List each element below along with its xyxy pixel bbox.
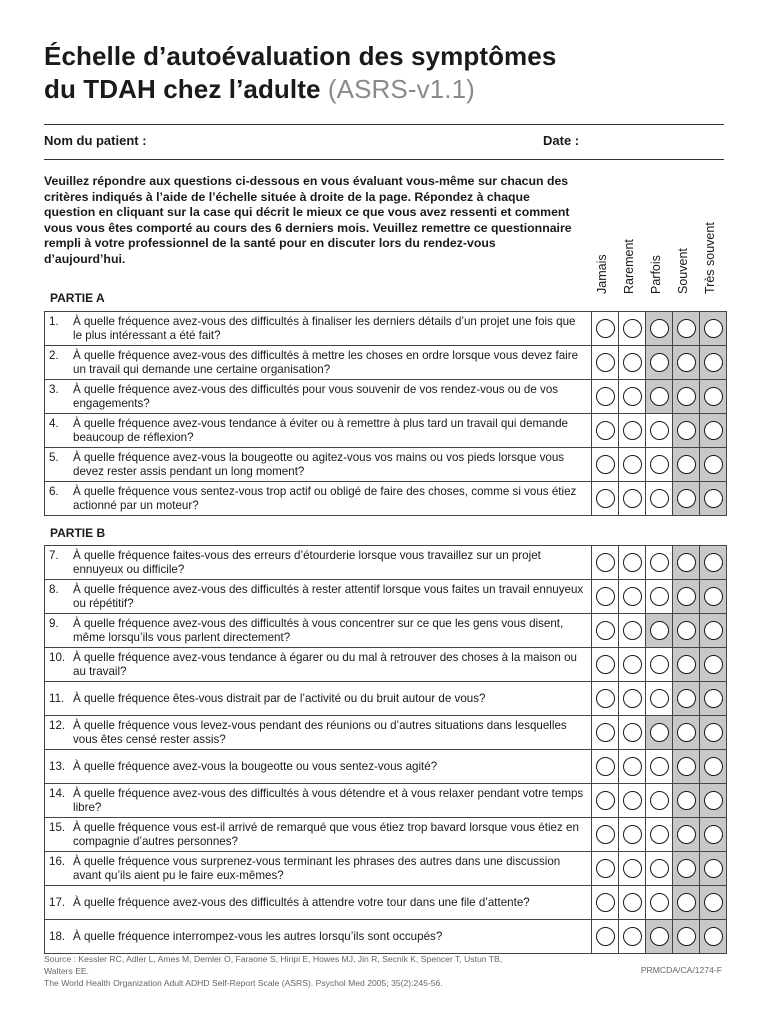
answer-cell [619,580,646,614]
question-cell [45,920,592,954]
answer-radio[interactable] [677,455,696,474]
question-cell [45,614,592,648]
answer-radio[interactable] [596,455,615,474]
answer-radio[interactable] [650,353,669,372]
document-code: PRMCDA/CA/1274-F [640,965,722,975]
answer-radio[interactable] [650,859,669,878]
answer-radio[interactable] [623,455,642,474]
answer-radio[interactable] [596,655,615,674]
question-number: 7. [49,549,59,563]
answer-radio[interactable] [677,621,696,640]
frequency-header [615,212,642,308]
answer-radio[interactable] [677,927,696,946]
answer-cell [619,682,646,716]
answer-cell [619,886,646,920]
question-number: 16. [49,855,66,869]
answer-radio[interactable] [596,723,615,742]
question-number: 1. [49,315,59,329]
answer-radio[interactable] [596,689,615,708]
question-text: À quelle fréquence faites-vous des erreurs d’étourderie lorsque vous travaillez sur un projet ennuyeux ou difficile? [73,549,541,576]
question-row [45,448,727,482]
answer-cell [619,750,646,784]
answer-cell [619,380,646,414]
answer-radio[interactable] [704,421,723,440]
answer-radio[interactable] [677,353,696,372]
answer-cell [700,852,727,886]
answer-cell [592,414,619,448]
answer-radio[interactable] [704,621,723,640]
question-text: À quelle fréquence avez-vous des difficultés pour vous souvenir de vos rendez-vous ou de vos engagements? [73,383,559,410]
answer-radio[interactable] [623,723,642,742]
question-text: À quelle fréquence avez-vous des difficultés à rester attentif lorsque vous faites un travail ennuyeux ou répétitif? [73,583,584,610]
answer-cell [592,682,619,716]
answer-cell [700,448,727,482]
question-text: À quelle fréquence vous est-il arrivé de remarqué que vous étiez trop bavard lorsque vous étiez en compagnie d’autres personnes? [73,821,579,848]
answer-cell [592,648,619,682]
question-number: 17. [49,895,66,909]
answer-radio[interactable] [623,353,642,372]
answer-cell [673,750,700,784]
question-text: À quelle fréquence vous levez-vous pendant des réunions ou d’autres situations dans lesquelles vous êtes censé rester assis? [73,719,567,746]
answer-radio[interactable] [704,587,723,606]
answer-cell [700,346,727,380]
answer-radio[interactable] [596,757,615,776]
answer-cell [592,750,619,784]
answer-radio[interactable] [677,791,696,810]
frequency-header [642,212,669,308]
answer-cell [673,380,700,414]
answer-cell [619,920,646,954]
answer-radio[interactable] [677,489,696,508]
answer-cell [592,380,619,414]
title-version: (ASRS-v1.1) [327,74,475,104]
answer-radio[interactable] [704,553,723,572]
question-text: À quelle fréquence avez-vous la bougeotte ou agitez-vous vos mains ou vos pieds lorsque vous devez rester assis pendant un long moment? [73,451,565,478]
question-row [45,312,727,346]
answer-cell [673,852,700,886]
question-number: 3. [49,383,59,397]
frequency-header [588,212,615,308]
question-row [45,580,727,614]
answer-radio[interactable] [650,757,669,776]
answer-cell [646,546,673,580]
question-cell [45,750,592,784]
answer-cell [619,312,646,346]
answer-radio[interactable] [650,319,669,338]
answer-radio[interactable] [650,893,669,912]
answer-cell [673,482,700,516]
answer-radio[interactable] [704,893,723,912]
answer-cell [700,380,727,414]
question-cell [45,414,592,448]
part-b-label: PARTIE B [50,526,106,540]
frequency-header-label: Jamais [594,254,609,294]
answer-radio[interactable] [623,587,642,606]
answer-cell [646,920,673,954]
question-text: À quelle fréquence avez-vous tendance à égarer ou du mal à retrouver des choses à la maison ou au travail? [73,651,577,678]
answer-radio[interactable] [623,757,642,776]
answer-cell [673,614,700,648]
answer-radio[interactable] [677,689,696,708]
answer-radio[interactable] [650,455,669,474]
answer-radio[interactable] [704,791,723,810]
answer-radio[interactable] [704,387,723,406]
question-cell [45,580,592,614]
question-cell [45,648,592,682]
answer-cell [592,852,619,886]
question-cell [45,784,592,818]
answer-radio[interactable] [623,927,642,946]
part-a-label: PARTIE A [50,291,105,305]
answer-cell [646,312,673,346]
question-number: 9. [49,617,59,631]
answer-cell [592,312,619,346]
answer-radio[interactable] [704,455,723,474]
answer-radio[interactable] [650,387,669,406]
answer-cell [592,614,619,648]
answer-radio[interactable] [596,621,615,640]
answer-radio[interactable] [596,353,615,372]
frequency-header-label: Parfois [648,255,663,294]
source-citation [44,953,524,989]
question-text: À quelle fréquence vous sentez-vous trop actif ou obligé de faire des choses, comme si vous étiez actionné par un moteur? [73,485,577,512]
question-text: À quelle fréquence vous surprenez-vous terminant les phrases des autres dans une discussion avant qu’ils aient pu le faire eux-mêmes? [73,855,561,882]
question-row [45,784,727,818]
answer-radio[interactable] [677,421,696,440]
question-number: 6. [49,485,59,499]
answer-cell [619,716,646,750]
question-row [45,750,727,784]
answer-cell [592,784,619,818]
answer-cell [673,682,700,716]
answer-radio[interactable] [650,927,669,946]
answer-cell [619,784,646,818]
answer-radio[interactable] [596,319,615,338]
answer-cell [592,546,619,580]
part-a-table [44,311,727,516]
answer-radio[interactable] [677,655,696,674]
answer-radio[interactable] [677,587,696,606]
answer-cell [646,818,673,852]
question-cell [45,716,592,750]
answer-cell [592,886,619,920]
date-label: Date : [543,133,580,148]
answer-radio[interactable] [596,587,615,606]
question-text: À quelle fréquence êtes-vous distrait par de l’activité ou du bruit autour de vous? [73,691,486,705]
answer-radio[interactable] [623,655,642,674]
answer-radio[interactable] [704,353,723,372]
answer-cell [592,920,619,954]
answer-cell [592,448,619,482]
answer-cell [700,482,727,516]
answer-radio[interactable] [704,825,723,844]
answer-radio[interactable] [623,791,642,810]
answer-radio[interactable] [677,893,696,912]
question-cell [45,818,592,852]
question-row [45,546,727,580]
answer-radio[interactable] [704,319,723,338]
answer-cell [619,346,646,380]
answer-radio[interactable] [677,319,696,338]
frequency-header [669,212,696,308]
question-number: 13. [49,759,66,773]
part-b-table [44,545,727,954]
answer-cell [646,380,673,414]
answer-radio[interactable] [596,927,615,946]
answer-cell [592,818,619,852]
answer-radio[interactable] [704,859,723,878]
question-cell [45,482,592,516]
answer-radio[interactable] [704,655,723,674]
answer-cell [673,414,700,448]
question-cell [45,886,592,920]
instructions-text: Veuillez répondre aux questions ci-dessous en vous évaluant vous-même sur chacun des critères indiqués à l’aide de l’échelle située à droite de la page. Répondez à chaque question en cliquant sur la case qui décrit le mieux ce que vous avez ressenti et comment vous vous êtes comporté au cours des 6 derniers mois. Veuillez remettre ce questionnaire rempli à votre professionnel de la santé pour en discuter lors du rendez-vous d’aujourd’hui. [44,174,572,266]
answer-radio[interactable] [623,489,642,508]
answer-cell [673,546,700,580]
question-number: 10. [49,651,66,665]
answer-cell [673,920,700,954]
question-cell [45,346,592,380]
answer-radio[interactable] [677,553,696,572]
question-text: À quelle fréquence avez-vous des difficultés à finaliser les derniers détails d’un projet une fois que le plus intéressant a été fait? [73,315,576,342]
answer-cell [700,784,727,818]
answer-cell [700,648,727,682]
question-number: 5. [49,451,59,465]
source-line-1: Source : Kessler RC, Adler L, Ames M, Demler O, Faraone S, Hiripi E, Howes MJ, Jin R, Secnik K, Spencer T, Ustun TB, Walters EE. [44,954,503,976]
answer-cell [646,682,673,716]
frequency-header-label: Rarement [621,239,636,294]
answer-cell [673,580,700,614]
title-main-text: du TDAH chez l’adulte [44,74,321,104]
answer-radio[interactable] [623,387,642,406]
answer-radio[interactable] [650,723,669,742]
question-cell [45,448,592,482]
answer-cell [646,580,673,614]
answer-radio[interactable] [596,893,615,912]
answer-cell [700,580,727,614]
answer-cell [673,784,700,818]
answer-cell [619,614,646,648]
answer-radio[interactable] [650,825,669,844]
answer-cell [646,448,673,482]
question-row [45,482,727,516]
question-number: 2. [49,349,59,363]
answer-cell [592,346,619,380]
answer-cell [646,614,673,648]
answer-radio[interactable] [623,893,642,912]
answer-cell [700,414,727,448]
answer-radio[interactable] [677,757,696,776]
answer-cell [673,448,700,482]
answer-cell [619,546,646,580]
answer-radio[interactable] [650,621,669,640]
question-row [45,682,727,716]
answer-cell [673,312,700,346]
answer-radio[interactable] [623,553,642,572]
answer-radio[interactable] [650,421,669,440]
question-row [45,346,727,380]
answer-radio[interactable] [623,421,642,440]
answer-radio[interactable] [704,757,723,776]
answer-radio[interactable] [704,723,723,742]
answer-cell [619,852,646,886]
source-line-2: The World Health Organization Adult ADHD Self-Report Scale (ASRS). Psychol Med 2005; 35(2):245-56. [44,978,443,988]
answer-cell [619,482,646,516]
answer-cell [700,614,727,648]
question-number: 18. [49,929,66,943]
answer-radio[interactable] [650,489,669,508]
answer-cell [700,886,727,920]
answer-cell [646,482,673,516]
answer-cell [700,818,727,852]
answer-cell [700,312,727,346]
question-number: 8. [49,583,59,597]
answer-radio[interactable] [596,553,615,572]
question-number: 15. [49,821,66,835]
question-text: À quelle fréquence avez-vous tendance à éviter ou à remettre à plus tard un travail qui demande beaucoup de réflexion? [73,417,568,444]
question-cell [45,852,592,886]
question-row [45,414,727,448]
answer-radio[interactable] [704,489,723,508]
answer-radio[interactable] [677,723,696,742]
answer-cell [700,716,727,750]
answer-cell [619,448,646,482]
question-row [45,648,727,682]
question-number: 12. [49,719,66,733]
answer-radio[interactable] [650,553,669,572]
question-row [45,852,727,886]
answer-cell [619,414,646,448]
answer-radio[interactable] [650,689,669,708]
answer-radio[interactable] [650,655,669,674]
answer-cell [673,886,700,920]
answer-cell [646,414,673,448]
question-cell [45,682,592,716]
question-text: À quelle fréquence avez-vous des difficultés à vous détendre et à vous relaxer pendant votre temps libre? [73,787,584,814]
page-title [44,40,734,106]
question-number: 14. [49,787,66,801]
fields-divider [44,159,724,160]
question-number: 4. [49,417,59,431]
patient-name-label: Nom du patient : [44,133,147,148]
answer-radio[interactable] [650,587,669,606]
question-row [45,920,727,954]
answer-radio[interactable] [650,791,669,810]
answer-cell [700,546,727,580]
answer-radio[interactable] [677,387,696,406]
answer-radio[interactable] [623,825,642,844]
question-row [45,614,727,648]
answer-cell [673,648,700,682]
answer-radio[interactable] [677,825,696,844]
answer-radio[interactable] [704,927,723,946]
answer-radio[interactable] [596,791,615,810]
question-text: À quelle fréquence avez-vous des difficultés à vous concentrer sur ce que les gens vous disent, même lorsqu’ils vous parlent directement? [73,617,564,644]
answer-cell [619,818,646,852]
answer-radio[interactable] [596,859,615,878]
question-cell [45,380,592,414]
answer-radio[interactable] [596,421,615,440]
answer-radio[interactable] [704,689,723,708]
question-text: À quelle fréquence avez-vous la bougeotte ou vous sentez-vous agité? [73,759,438,773]
frequency-header-label: Très souvent [702,222,717,294]
answer-radio[interactable] [623,319,642,338]
answer-cell [592,580,619,614]
answer-cell [673,346,700,380]
answer-cell [619,648,646,682]
question-row [45,716,727,750]
answer-cell [592,716,619,750]
answer-cell [673,716,700,750]
title-line-2 [44,73,734,106]
question-row [45,380,727,414]
question-text: À quelle fréquence avez-vous des difficultés à mettre les choses en ordre lorsque vous devez faire un travail qui demande une certaine organisation? [73,349,579,376]
answer-radio[interactable] [596,825,615,844]
question-cell [45,546,592,580]
answer-cell [673,818,700,852]
answer-radio[interactable] [623,689,642,708]
answer-radio[interactable] [623,621,642,640]
answer-radio[interactable] [677,859,696,878]
question-row [45,886,727,920]
answer-radio[interactable] [596,387,615,406]
answer-cell [646,784,673,818]
question-row [45,818,727,852]
question-cell [45,312,592,346]
answer-cell [700,920,727,954]
answer-cell [700,750,727,784]
answer-cell [646,346,673,380]
question-number: 11. [49,691,65,705]
answer-cell [646,716,673,750]
question-text: À quelle fréquence avez-vous des difficultés à attendre votre tour dans une file d’attente? [73,895,530,909]
answer-cell [646,852,673,886]
question-text: À quelle fréquence interrompez-vous les autres lorsqu’ils sont occupés? [73,929,443,943]
frequency-header-label: Souvent [675,248,690,294]
answer-radio[interactable] [623,859,642,878]
answer-cell [646,648,673,682]
answer-cell [646,886,673,920]
frequency-header [696,212,723,308]
title-line-1: Échelle d’autoévaluation des symptômes [44,41,557,71]
answer-radio[interactable] [596,489,615,508]
top-divider [44,124,724,125]
answer-cell [592,482,619,516]
answer-cell [700,682,727,716]
answer-cell [646,750,673,784]
